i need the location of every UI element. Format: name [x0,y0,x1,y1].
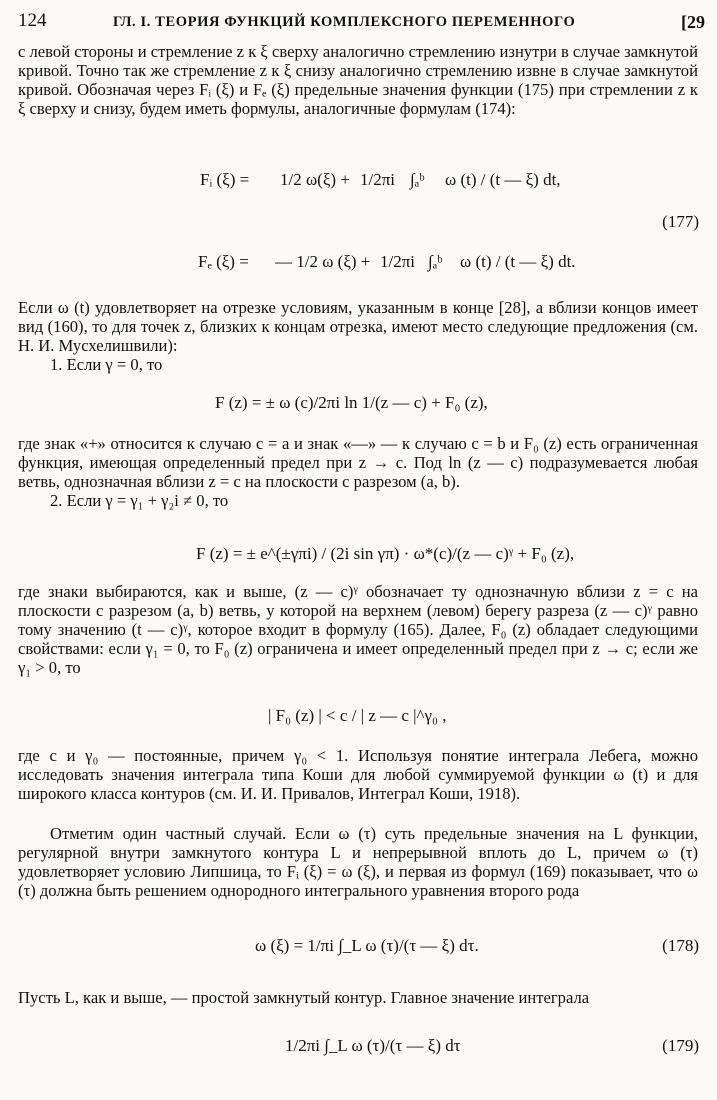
section-number: [29 [681,12,705,32]
page-number: 124 [18,10,47,31]
paragraph-6: Отметим один частный случай. Если ω (τ) суть предельные значения на L функции, регулярной внутри замкнутого контура L и непрерывной вплоть до L, причем ω (τ) удовлетворяет условию Липшица, то Fᵢ (ξ) = ω (ξ), и первая из формул (169) показывает, что ω (τ) должна быть решением однородного интегрального уравнения второго рода [18,824,698,900]
paragraph-2: Если ω (t) удовлетворяет на отрезке условиям, указанным в конце [28], а вблизи концов имеет вид (160), то для точек z, близких к концам отрезка, имеют место следующие предложения (см. Н. И. Мусхелишвили): 1. Если γ = 0, то [18,298,698,374]
equation-number-178: (178) [662,936,699,955]
paragraph-3: где знак «+» относится к случаю c = a и знак «—» — к случаю c = b и F₀ (z) есть ограниченная функция, имеющая определенный предел при z → c. Под ln (z — c) подразумевается любая ветвь, однозначная вблизи z = c на плоскости с разрезом (a, b). 2. Если γ = γ₁ + γ₂i ≠ 0, то [18,434,698,510]
paragraph-5: где c и γ₀ — постоянные, причем γ₀ < 1. Используя понятие интеграла Лебега, можно исследовать значения интеграла типа Коши для любой суммируемой функции ω (t) и для широкого класса контуров (см. И. И. Привалов, Интеграл Коши, 1918). [18,746,698,803]
page-header [18,10,705,38]
paragraph-1: с левой стороны и стремление z к ξ сверху аналогично стремлению изнутри в случае замкнутой кривой. Точно так же стремление z к ξ снизу аналогично стремлению извне в случае замкнутой кривой. Обозначая через Fᵢ (ξ) и Fₑ (ξ) предельные значения функции (175) при стремлении z к ξ сверху и снизу, будем иметь формулы, аналогичные формулам (174): [18,42,698,118]
book-page: 124 ГЛ. I. ТЕОРИЯ ФУНКЦИЙ КОМПЛЕКСНОГО ПЕРЕМЕННОГО [29 с левой стороны и стремление z к ξ сверху аналогично стремлению изнутри в случае замкнутой кривой. Точно так же стремление z к ξ снизу аналогично стремлению извне в случае замкнутой кривой. Обозначая через Fᵢ (ξ) и Fₑ (ξ) предельные значения функции (175) при стремлении z к ξ сверху и снизу, будем иметь формулы, аналогичные формулам (174): Fᵢ (ξ) = 1/2 ω(ξ) + 1/2πi ∫ₐᵇ ω (t) / (t — ξ) dt, (177) Fₑ (ξ) = — 1/2 ω (ξ) + 1/2πi ∫ₐᵇ ω (t) / (t — ξ) dt. Если ω (t) удовлетворяет на отрезке условиям, указанным в конце [28], а вблизи концов имеет вид (160), то для точек z, близких к концам отрезка, имеют место следующие предложения (см. Н. И. Мусхелишвили): 1. Если γ = 0, то F (z) = ± ω (c)/2πi ln 1/(z — c) + F₀ (z), где знак «+» относится к случаю c = a и знак «—» — к случаю c = b и F₀ (z) есть ограниченная функция, имеющая определенный предел при z → c. Под ln (z — c) подразумевается любая ветвь, однозначная вблизи z = c на плоскости с разрезом (a, b). 2. Если γ = γ₁ + γ₂i ≠ 0, то F (z) = ± e^(±γπi) / (2i sin γπ) · ω*(c)/(z — c)ᵞ + F₀ (z), где знаки выбираются, как и выше, (z — c)ᵞ обозначает ту однозначную вблизи z = c на плоскости с разрезом (a, b) ветвь, у которой на верхнем (левом) берегу разреза (z — c)ᵞ равно тому значению (t — c)ᵞ, которое входит в формулу (165). Далее, F₀ (z) обладает следующими свойствами: если γ₁ = 0, то F₀ (z) ограничена и имеет определенный предел при z → c; если же γ₁ > 0, то | F₀ (z) | < c / | z — c |^γ₀ , где c и γ₀ — постоянные, причем γ₀ < 1. Используя понятие интеграла Лебега, можно исследовать значения интеграла типа Коши для любой суммируемой функции ω (t) и для широкого класса контуров (см. И. И. Привалов, Интеграл Коши, 1918). Отметим один частный случай. Если ω (τ) суть предельные значения на L функции, регулярной внутри замкнутого контура L и непрерывной вплоть до L, причем ω (τ) удовлетворяет условию Липшица, то Fᵢ (ξ) = ω (ξ), и первая из формул (169) показывает, что ω (τ) должна быть решением однородного интегрального уравнения второго рода ω (ξ) = 1/πi ∫_L ω (τ)/(τ — ξ) dτ. (178) Пусть L, как и выше, — простой замкнутый контур. Главное значение интеграла 1/2πi ∫_L ω (τ)/(τ — ξ) dτ (179) [18,10,705,1055]
running-title: ГЛ. I. ТЕОРИЯ ФУНКЦИЙ КОМПЛЕКСНОГО ПЕРЕМЕННОГО [113,14,576,30]
equation-number-177: (177) [662,212,699,231]
item-1: 1. Если γ = 0, то [50,355,163,374]
item-2: 2. Если γ = γ₁ + γ₂i ≠ 0, то [50,491,229,510]
paragraph-7: Пусть L, как и выше, — простой замкнутый контур. Главное значение интеграла [18,988,590,1007]
paragraph-4: где знаки выбираются, как и выше, (z — c)ᵞ обозначает ту однозначную вблизи z = c на плоскости с разрезом (a, b) ветвь, у которой на верхнем (левом) берегу разреза (z — c)ᵞ равно тому значению (t — c)ᵞ, которое входит в формулу (165). Далее, F₀ (z) обладает следующими свойствами: если γ₁ = 0, то F₀ (z) ограничена и имеет определенный предел при z → c; если же γ₁ > 0, то [18,582,698,677]
equation-number-179: (179) [662,1036,699,1055]
